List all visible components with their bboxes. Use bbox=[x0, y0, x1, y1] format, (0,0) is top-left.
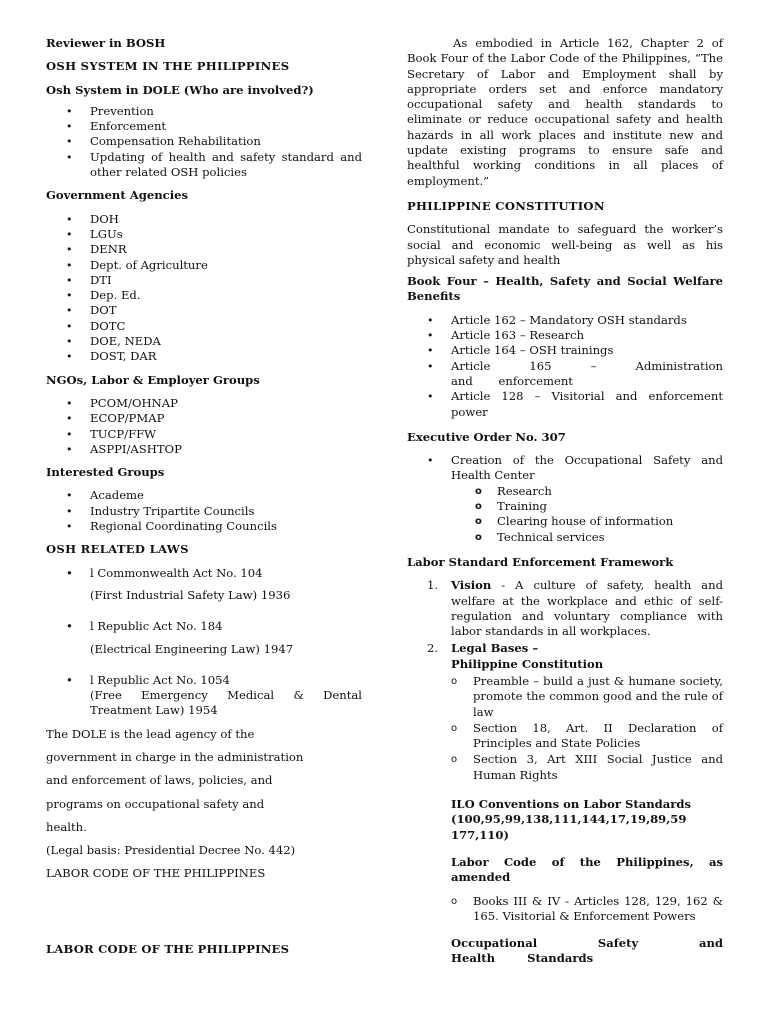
list-item: o Clearing house of information bbox=[475, 514, 723, 529]
list-item: • DOH bbox=[46, 212, 362, 227]
law-description: (First Industrial Safety Law) 1936 bbox=[90, 587, 291, 602]
section-heading-constitution: PHILIPPINE CONSTITUTION bbox=[407, 198, 605, 213]
law-description: (Free Emergency Medical & Dental Treatment Law) 1954 bbox=[90, 688, 362, 718]
section-heading-lsef: Labor Standard Enforcement Framework bbox=[407, 554, 674, 569]
list-item: • Article 162 – Mandatory OSH standards bbox=[407, 313, 723, 328]
vision-label: Vision bbox=[451, 578, 492, 593]
list-item: • Updating of health and safety standard and other related OSH policies bbox=[46, 150, 362, 181]
list-item: • Enforcement bbox=[46, 119, 362, 134]
right-column bbox=[407, 36, 723, 973]
law-name: • l Republic Act No. 1054 bbox=[90, 672, 230, 687]
section-heading-dole: Osh System in DOLE (Who are involved?) bbox=[46, 82, 314, 97]
law-item bbox=[46, 619, 362, 657]
law-name: • l Republic Act No. 184 bbox=[90, 619, 223, 634]
list-item: • Article 165 – Administration and enforcement bbox=[407, 359, 723, 390]
paragraph-line: and enforcement of laws, policies, and bbox=[46, 773, 273, 788]
labor-code-items bbox=[451, 894, 723, 925]
section-heading-osh-system: OSH SYSTEM IN THE PHILIPPINES bbox=[46, 59, 290, 74]
list-item: • Article 128 – Visitorial and enforcement power bbox=[407, 389, 723, 420]
constitution-text: Constitutional mandate to safeguard the worker’s social and economic well-being as well as his physical safety and health bbox=[407, 222, 723, 267]
framework-list bbox=[407, 578, 723, 672]
legal-basis: (Legal basis: Presidential Decree No. 442) bbox=[46, 843, 296, 858]
eo-sublist bbox=[475, 484, 723, 545]
gov-list bbox=[46, 212, 362, 365]
list-item: • DTI bbox=[46, 273, 362, 288]
vision-text: - A culture of safety, health and welfare at the workplace and ethic of self-regulation and voluntary compliance with labor standards in all workplaces. bbox=[451, 578, 723, 639]
law-name: • l Commonwealth Act No. 104 bbox=[90, 565, 263, 580]
list-item: • Academe bbox=[46, 488, 362, 503]
framework-item-vision bbox=[407, 578, 723, 639]
interested-list bbox=[46, 488, 362, 534]
section-heading-interested: Interested Groups bbox=[46, 465, 165, 480]
list-item: • Article 164 – OSH trainings bbox=[407, 343, 723, 358]
list-item: • LGUs bbox=[46, 227, 362, 242]
law-item bbox=[46, 566, 362, 604]
law-description: (Electrical Engineering Law) 1947 bbox=[90, 641, 294, 656]
list-item: • DOST, DAR bbox=[46, 349, 362, 364]
list-item: • DOE, NEDA bbox=[46, 334, 362, 349]
legal-bases-block bbox=[407, 674, 723, 967]
list-item: • DENR bbox=[46, 242, 362, 257]
eo-sublist-wrap bbox=[407, 484, 723, 545]
list-item: • Prevention bbox=[46, 104, 362, 119]
paragraph-line: programs on occupational safety and bbox=[46, 796, 265, 811]
list-item: • Article 163 – Research bbox=[407, 328, 723, 343]
list-item: • Creation of the Occupational Safety and Health Center bbox=[407, 453, 723, 484]
framework-item-legal bbox=[407, 641, 723, 672]
left-column bbox=[46, 36, 362, 890]
labor-code-heading: LABOR CODE OF THE PHILIPPINES bbox=[46, 942, 290, 956]
articles-list bbox=[407, 313, 723, 420]
list-item: o Section 3, Art XIII Social Justice and Human Rights bbox=[451, 752, 723, 783]
list-item: • ASPPI/ASHTOP bbox=[46, 442, 362, 457]
list-item: o Technical services bbox=[475, 530, 723, 545]
article-162-quote: As embodied in Article 162, Chapter 2 of Book Four of the Labor Code of the Philippines, “The Secretary of Labor and Employment shall by appropriate orders set and enforce mandatory occupational safety and health standards to eliminate or reduce occupational safety and health hazards in all work places and institute new and update existing programs to ensure safe and healthful working conditions in all places of employment.” bbox=[407, 36, 723, 188]
list-item: o Books III & IV - Articles 128, 129, 162 & 165. Visitorial & Enforcement Powers bbox=[451, 894, 723, 925]
law-item bbox=[46, 673, 362, 719]
section-heading-eo: Executive Order No. 307 bbox=[407, 429, 566, 444]
ngo-list bbox=[46, 396, 362, 457]
list-item: o Preamble – build a just & humane society, promote the common good and the rule of law bbox=[451, 674, 723, 720]
labor-code-label: LABOR CODE OF THE PHILIPPINES bbox=[46, 866, 266, 881]
legal-items bbox=[451, 674, 723, 783]
document-title: Reviewer in BOSH bbox=[46, 36, 166, 50]
list-item: o Section 18, Art. II Declaration of Principles and State Policies bbox=[451, 721, 723, 752]
list-item: • Industry Tripartite Councils bbox=[46, 504, 362, 519]
list-item: o Research bbox=[475, 484, 723, 499]
oshs-heading: Occupational Safety and Health Standards bbox=[451, 936, 723, 966]
section-heading-laws: OSH RELATED LAWS bbox=[46, 542, 189, 557]
item-number: 1. bbox=[427, 578, 439, 593]
list-item: • DOTC bbox=[46, 319, 362, 334]
legal-label: Legal Bases – bbox=[451, 641, 539, 656]
dole-list bbox=[46, 104, 362, 180]
list-item: • Regional Coordinating Councils bbox=[46, 519, 362, 534]
list-item: • TUCP/FFW bbox=[46, 427, 362, 442]
list-item: o Training bbox=[475, 499, 723, 514]
list-item: • Dep. Ed. bbox=[46, 288, 362, 303]
eo-list bbox=[407, 453, 723, 484]
paragraph-line: The DOLE is the lead agency of the bbox=[46, 726, 255, 741]
list-item: • DOT bbox=[46, 303, 362, 318]
list-item: • ECOP/PMAP bbox=[46, 411, 362, 426]
dole-statement bbox=[46, 727, 362, 882]
labor-code-amended-heading: Labor Code of the Philippines, as amended bbox=[451, 854, 723, 885]
section-heading-gov: Government Agencies bbox=[46, 188, 189, 203]
list-item: • Compensation Rehabilitation bbox=[46, 134, 362, 149]
legal-sub: Philippine Constitution bbox=[451, 656, 604, 671]
paragraph-line: health. bbox=[46, 819, 87, 834]
section-heading-book-four: Book Four – Health, Safety and Social Welfare Benefits bbox=[407, 274, 723, 304]
section-heading-ngo: NGOs, Labor & Employer Groups bbox=[46, 372, 260, 387]
ilo-heading: ILO Conventions on Labor Standards (100,95,99,138,111,144,17,19,89,59 177,110) bbox=[451, 797, 692, 842]
list-item: • Dept. of Agriculture bbox=[46, 258, 362, 273]
item-number: 2. bbox=[427, 641, 439, 656]
list-item: • PCOM/OHNAP bbox=[46, 396, 362, 411]
paragraph-line: government in charge in the administration bbox=[46, 749, 304, 764]
